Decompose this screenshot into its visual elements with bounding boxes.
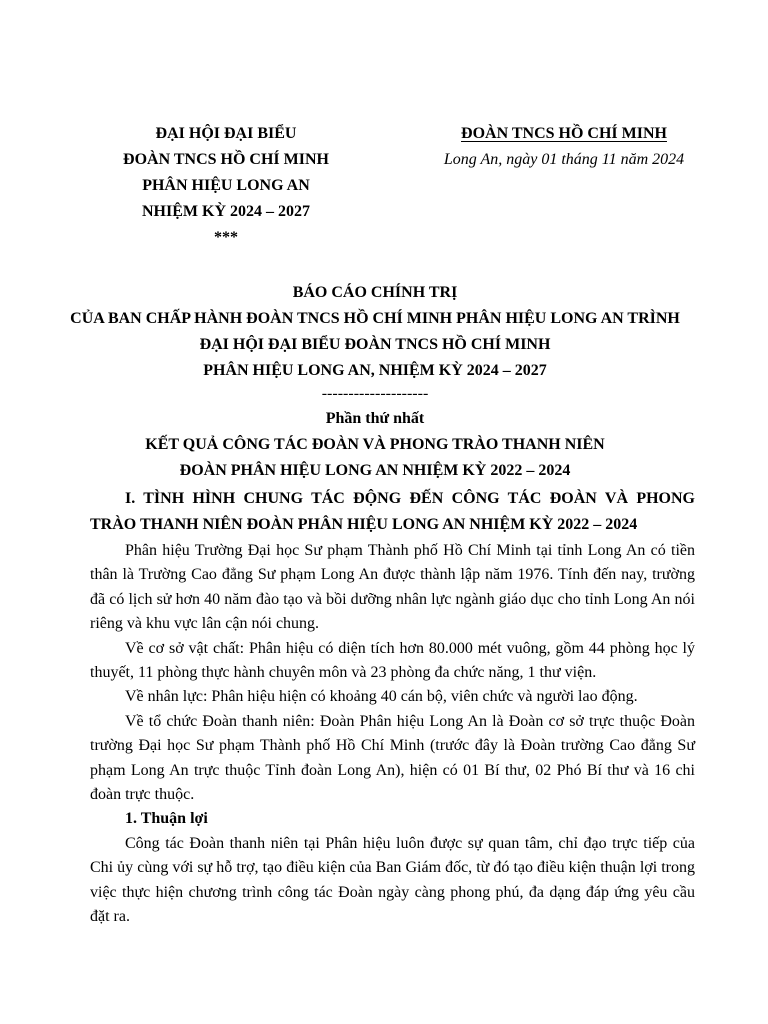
- paragraph-advantages: Công tác Đoàn thanh niên tại Phân hiệu luôn được sự quan tâm, chỉ đạo trực tiếp của Chi ủy cùng với sự hỗ trợ, tạo điều kiện của Ban Giám đốc, từ đó tạo điều kiện thuận lợi trong việc thực hiện chương trình công tác Đoàn ngày càng phong phú, đa dạng đáp ứng yêu cầu đặt ra.: [90, 834, 695, 926]
- title-line-4: PHÂN HIỆU LONG AN, NHIỆM KỲ 2024 – 2027: [203, 362, 547, 379]
- paragraph-history: Phân hiệu Trường Đại học Sư phạm Thành phố Hồ Chí Minh tại tỉnh Long An có tiền thân là Trường Cao đẳng Sư phạm Long An được thành lập năm 1976. Tính đến nay, trường đã có lịch sử hơn 40 năm đào tạo và bồi dưỡng nhân lực ngành giáo dục cho tỉnh Long An nói riêng và khu vực lân cận nói chung.: [90, 542, 695, 633]
- header-left-line-2: ĐOÀN TNCS HỒ CHÍ MINH: [123, 151, 329, 168]
- header-left-line-4: NHIỆM KỲ 2024 – 2027: [142, 203, 310, 220]
- report-body: [90, 486, 695, 930]
- part-title-line-2: ĐOÀN PHÂN HIỆU LONG AN NHIỆM KỲ 2022 – 2024: [179, 462, 571, 479]
- place-date: Long An, ngày 01 tháng 11 năm 2024: [443, 151, 685, 168]
- paragraph-facilities: Về cơ sở vật chất: Phân hiệu có diện tích hơn 80.000 mét vuông, gồm 44 phòng học lý thuyết, 11 phòng thực hành chuyên môn và 23 phòng đa chức năng, 1 thư viện.: [90, 639, 695, 682]
- part-label: Phần thứ nhất: [325, 410, 425, 427]
- section-heading: I. TÌNH HÌNH CHUNG TÁC ĐỘNG ĐẾN CÔNG TÁC ĐOÀN VÀ PHONG TRÀO THANH NIÊN ĐOÀN PHÂN HIỆU LONG AN NHIỆM KỲ 2022 – 2024: [90, 490, 695, 533]
- report-title: [60, 280, 690, 484]
- organization-header: [414, 121, 714, 173]
- organization-name: ĐOÀN TNCS HỒ CHÍ MINH: [461, 125, 667, 142]
- title-line-1: BÁO CÁO CHÍNH TRỊ: [292, 284, 458, 301]
- paragraph-staff: Về nhân lực: Phân hiệu hiện có khoảng 40 cán bộ, viên chức và người lao động.: [125, 688, 638, 706]
- header-left-line-1: ĐẠI HỘI ĐẠI BIỂU: [155, 125, 297, 142]
- header-separator: ***: [214, 229, 238, 246]
- title-line-3: ĐẠI HỘI ĐẠI BIỂU ĐOÀN TNCS HỒ CHÍ MINH: [199, 336, 551, 353]
- subheading-advantages: 1. Thuận lợi: [125, 810, 208, 828]
- paragraph-organization: Về tổ chức Đoàn thanh niên: Đoàn Phân hiệu Long An là Đoàn cơ sở trực thuộc Đoàn trường Đại học Sư phạm Thành phố Hồ Chí Minh (trước đây là Đoàn trường Cao đẳng Sư phạm Long An trực thuộc Tỉnh đoàn Long An), hiện có 01 Bí thư, 02 Phó Bí thư và 16 chi đoàn trực thuộc.: [90, 712, 695, 804]
- header-left-line-3: PHÂN HIỆU LONG AN: [142, 177, 310, 194]
- title-divider: --------------------: [321, 385, 429, 402]
- part-title-line-1: KẾT QUẢ CÔNG TÁC ĐOÀN VÀ PHONG TRÀO THANH NIÊN: [145, 436, 605, 453]
- title-line-2: CỦA BAN CHẤP HÀNH ĐOÀN TNCS HỒ CHÍ MINH PHÂN HIỆU LONG AN TRÌNH: [70, 310, 680, 327]
- congress-header: [100, 121, 352, 251]
